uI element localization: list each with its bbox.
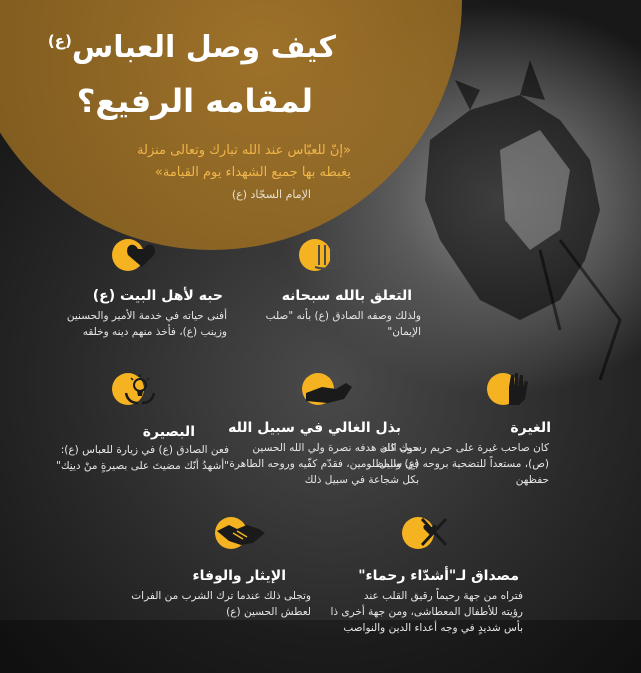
feature-title-firm-merciful: مصداق لـ"أشدّاء رحماء": [358, 568, 519, 584]
page-title-line-1: كيف وصل العباس$^{(ع)}$: [47, 30, 336, 65]
quote-attribution: الإمام السجّاد (ع): [231, 188, 311, 201]
feature-text-insight: فعن الصادق (ع) في زيارة للعباس (ع): "أشهدُ أنّك مضيتَ على بصيرةٍ منْ دينِك": [56, 444, 229, 472]
feature-text-altruism-loyalty: وتجلى ذلك عندما ترك الشرب من الفرات لعطش الحسين (ع): [131, 590, 311, 618]
feature-text-firm-merciful: فتراه من جهة رحيماً رقيق القلب عند رؤيته للأطفال المعطاشى، ومن جهة أخرى ذا بأس شديدٍ في وجه أعداء الدين والنواصب: [330, 590, 523, 634]
feature-title-sacrifice: بذل الغالي في سبيل الله: [228, 420, 401, 436]
feature-title-zeal: الغيرة: [510, 420, 551, 436]
feature-title-attachment-to-god: التعلق بالله سبحانه: [281, 288, 412, 304]
feature-title-altruism-loyalty: الإيثار والوفاء: [192, 568, 286, 584]
quote-line-1: «إنّ للعبّاس عند الله تبارك وتعالى منزلة: [137, 143, 351, 158]
heart-icon: [110, 235, 166, 275]
feature-text-zeal: كان صاحب غيرة على حريم رسول الله (ص)، مستعداً للتضحية بروحه في سبيل حفظهن: [379, 442, 549, 486]
allah-calligraphy-icon: [297, 235, 353, 275]
compassion-cross-icon: [400, 513, 456, 553]
title-superscript: (ع): [47, 32, 72, 50]
quote-line-2: يغبطه بها جميع الشهداء يوم القيامة»: [154, 165, 351, 180]
feature-text-sacrifice: حيث كان هدفه نصرة ولي الله الحسين (ع) والمظلومين، فقدّم كفّيه وروحه الطاهرة بكل شجاعة في سبيل ذلك: [229, 442, 419, 486]
giving-hand-icon: [300, 369, 356, 409]
feature-text-attachment-to-god: ولذلك وصفه الصادق (ع) بأنه "صلب الإيمان": [265, 310, 421, 338]
feature-title-insight: البصيرة: [142, 424, 195, 440]
handshake-icon: [213, 513, 269, 553]
page-title-line-2: لمقامه الرفيع؟: [76, 82, 313, 120]
raised-hand-icon: [485, 369, 541, 409]
feature-text-love-ahl-albayt: أفنى حياته في خدمة الأمير والحسنين وزينب (ع)، فأخذ منهم دينه وخلقه: [66, 310, 227, 338]
lightbulb-hands-icon: [110, 369, 166, 409]
feature-title-love-ahl-albayt: حبه لأهل البيت (ع): [92, 288, 223, 304]
